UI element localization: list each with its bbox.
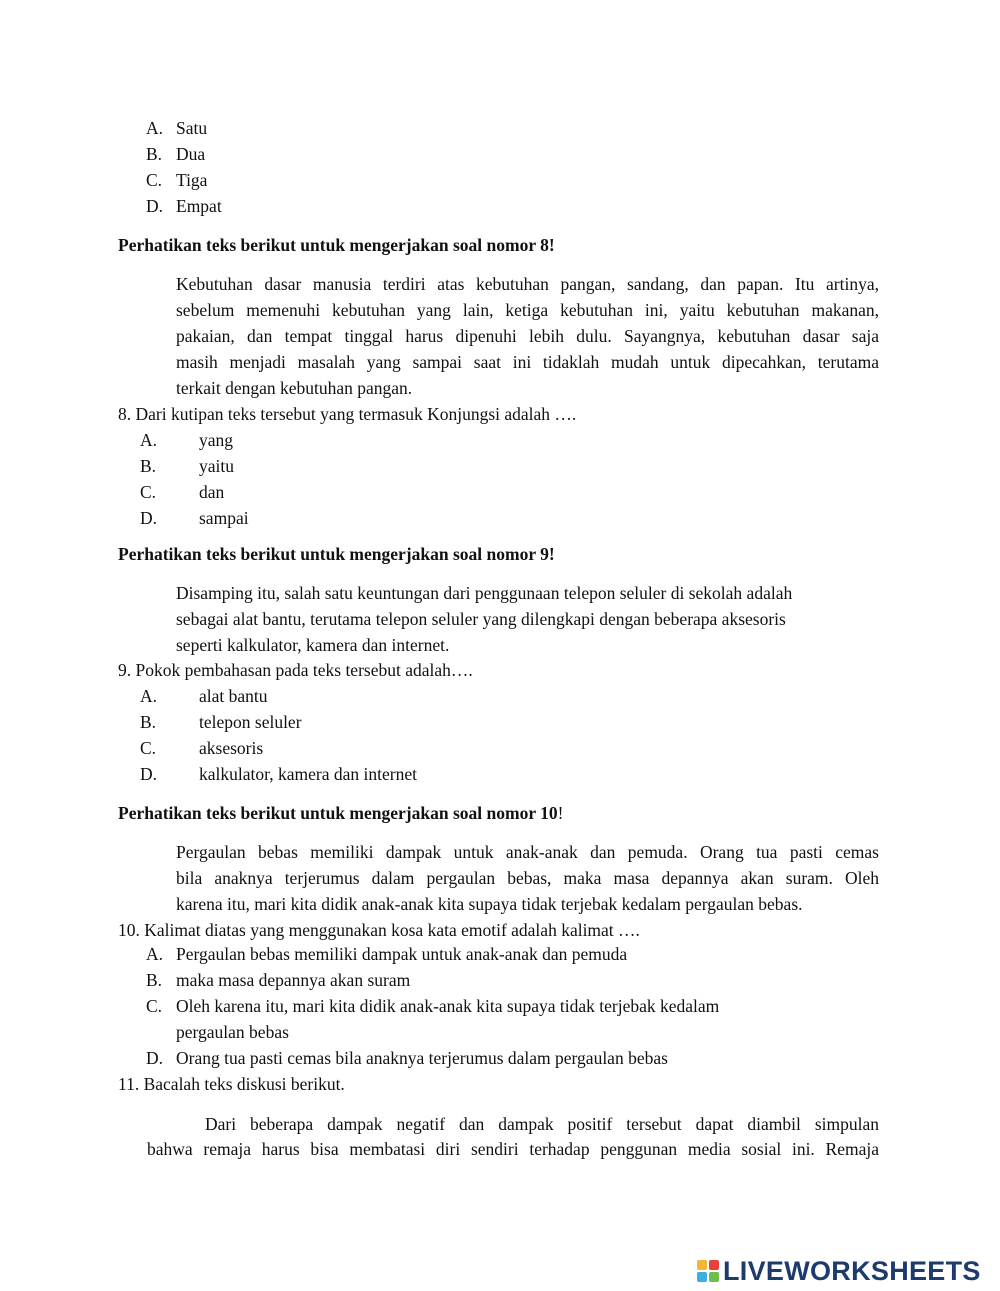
option-text: telepon seluler xyxy=(199,712,302,732)
q10-option-c xyxy=(146,993,719,1019)
q7-option-b xyxy=(146,141,205,167)
section8-passage-line: sebelum memenuhi kebutuhan yang lain, ketiga kebutuhan ini, yaitu kebutuhan makanan, xyxy=(176,300,879,320)
option-letter: C. xyxy=(146,996,163,1016)
option-letter: D. xyxy=(146,196,164,216)
section10-passage-line: bila anaknya terjerumus dalam pergaulan bebas, maka masa depannya akan suram. Oleh xyxy=(176,868,879,888)
q9-option-a xyxy=(140,683,268,709)
section11-passage-line: Dari beberapa dampak negatif dan dampak positif tersebut dapat diambil simpulan xyxy=(205,1114,879,1134)
option-text: Oleh karena itu, mari kita didik anak-anak kita supaya tidak terjebak kedalam xyxy=(176,996,720,1016)
option-letter: C. xyxy=(146,170,163,190)
option-text: Orang tua pasti cemas bila anaknya terjerumus dalam pergaulan bebas xyxy=(176,1048,668,1068)
liveworksheets-mark-icon xyxy=(697,1260,719,1282)
option-text: Empat xyxy=(176,196,222,216)
q8-option-a xyxy=(140,427,233,453)
q8-option-c xyxy=(140,479,224,505)
option-letter: A. xyxy=(140,430,158,450)
section11-passage-line: bahwa remaja harus bisa membatasi diri sendiri terhadap penggunan media sosial ini. Remaja xyxy=(147,1139,879,1159)
option-letter: D. xyxy=(140,508,158,528)
section9-passage-line: Disamping itu, salah satu keuntungan dari penggunaan telepon seluler di sekolah adalah xyxy=(176,583,793,603)
section10-passage-line: Pergaulan bebas memiliki dampak untuk anak-anak dan pemuda. Orang tua pasti cemas xyxy=(176,842,879,862)
option-letter: B. xyxy=(146,970,163,990)
section8-passage-line: masih menjadi masalah yang sampai saat ini tidaklah mudah untuk dipecahkan, terutama xyxy=(176,352,879,372)
option-letter: C. xyxy=(140,738,157,758)
mark-tile xyxy=(709,1260,719,1270)
option-letter: A. xyxy=(146,118,164,138)
option-letter: B. xyxy=(140,456,157,476)
mark-tile xyxy=(697,1272,707,1282)
brand-name: LIVEWORKSHEETS xyxy=(723,1255,981,1286)
mark-tile xyxy=(709,1272,719,1282)
q9-option-d xyxy=(140,761,417,787)
q8-option-d xyxy=(140,505,249,531)
option-text: maka masa depannya akan suram xyxy=(176,970,411,990)
option-text: Satu xyxy=(176,118,208,138)
option-text: pergaulan bebas xyxy=(176,1022,289,1042)
option-text: alat bantu xyxy=(199,686,268,706)
option-text: Tiga xyxy=(176,170,208,190)
question-8: 8. Dari kutipan teks tersebut yang termasuk Konjungsi adalah …. xyxy=(118,404,577,424)
liveworksheets-logo xyxy=(697,1254,981,1288)
q7-option-d xyxy=(146,193,222,219)
q9-option-b xyxy=(140,709,302,735)
q10-option-c-continuation xyxy=(146,1019,289,1045)
mark-tile xyxy=(697,1260,707,1270)
option-text: Pergaulan bebas memiliki dampak untuk anak-anak dan pemuda xyxy=(176,944,628,964)
option-text: kalkulator, kamera dan internet xyxy=(199,764,417,784)
option-letter: B. xyxy=(146,144,163,164)
option-text: Dua xyxy=(176,144,206,164)
section8-passage-line: terkait dengan kebutuhan pangan. xyxy=(176,378,413,398)
question-11: 11. Bacalah teks diskusi berikut. xyxy=(118,1074,345,1094)
question-10: 10. Kalimat diatas yang menggunakan kosa kata emotif adalah kalimat …. xyxy=(118,920,640,940)
option-text: aksesoris xyxy=(199,738,264,758)
section10-heading xyxy=(118,800,563,826)
q7-option-c xyxy=(146,167,207,193)
option-letter: D. xyxy=(146,1048,164,1068)
section10-passage-line: karena itu, mari kita didik anak-anak kita supaya tidak terjebak kedalam pergaulan bebas. xyxy=(176,894,803,914)
section8-passage-line: Kebutuhan dasar manusia terdiri atas kebutuhan pangan, sandang, dan papan. Itu artinya, xyxy=(176,274,879,294)
option-text: sampai xyxy=(199,508,249,528)
q10-option-a xyxy=(146,941,627,967)
section9-passage-line: sebagai alat bantu, terutama telepon seluler yang dilengkapi dengan beberapa aksesoris xyxy=(176,609,786,629)
section9-passage-line: seperti kalkulator, kamera dan internet. xyxy=(176,635,450,655)
option-text: yang xyxy=(199,430,234,450)
q8-option-b xyxy=(140,453,234,479)
q9-option-c xyxy=(140,735,263,761)
section8-passage-line: pakaian, dan tempat tinggal harus dipenuhi lebih dulu. Sayangnya, kebutuhan dasar saja xyxy=(176,326,879,346)
q7-option-a xyxy=(146,115,207,141)
question-9: 9. Pokok pembahasan pada teks tersebut adalah…. xyxy=(118,660,473,680)
q10-option-b xyxy=(146,967,410,993)
section8-heading: Perhatikan teks berikut untuk mengerjakan soal nomor 8! xyxy=(118,235,555,255)
option-letter: D. xyxy=(140,764,158,784)
option-letter: A. xyxy=(146,944,164,964)
option-letter: B. xyxy=(140,712,157,732)
option-text: dan xyxy=(199,482,225,502)
option-text: yaitu xyxy=(199,456,234,476)
option-letter: C. xyxy=(140,482,157,502)
section10-heading-text: Perhatikan teks berikut untuk mengerjakan soal nomor 10 xyxy=(118,803,558,823)
section9-heading: Perhatikan teks berikut untuk mengerjakan soal nomor 9! xyxy=(118,544,555,564)
q10-option-d xyxy=(146,1045,668,1071)
option-letter: A. xyxy=(140,686,158,706)
section10-heading-suffix: ! xyxy=(557,803,564,823)
